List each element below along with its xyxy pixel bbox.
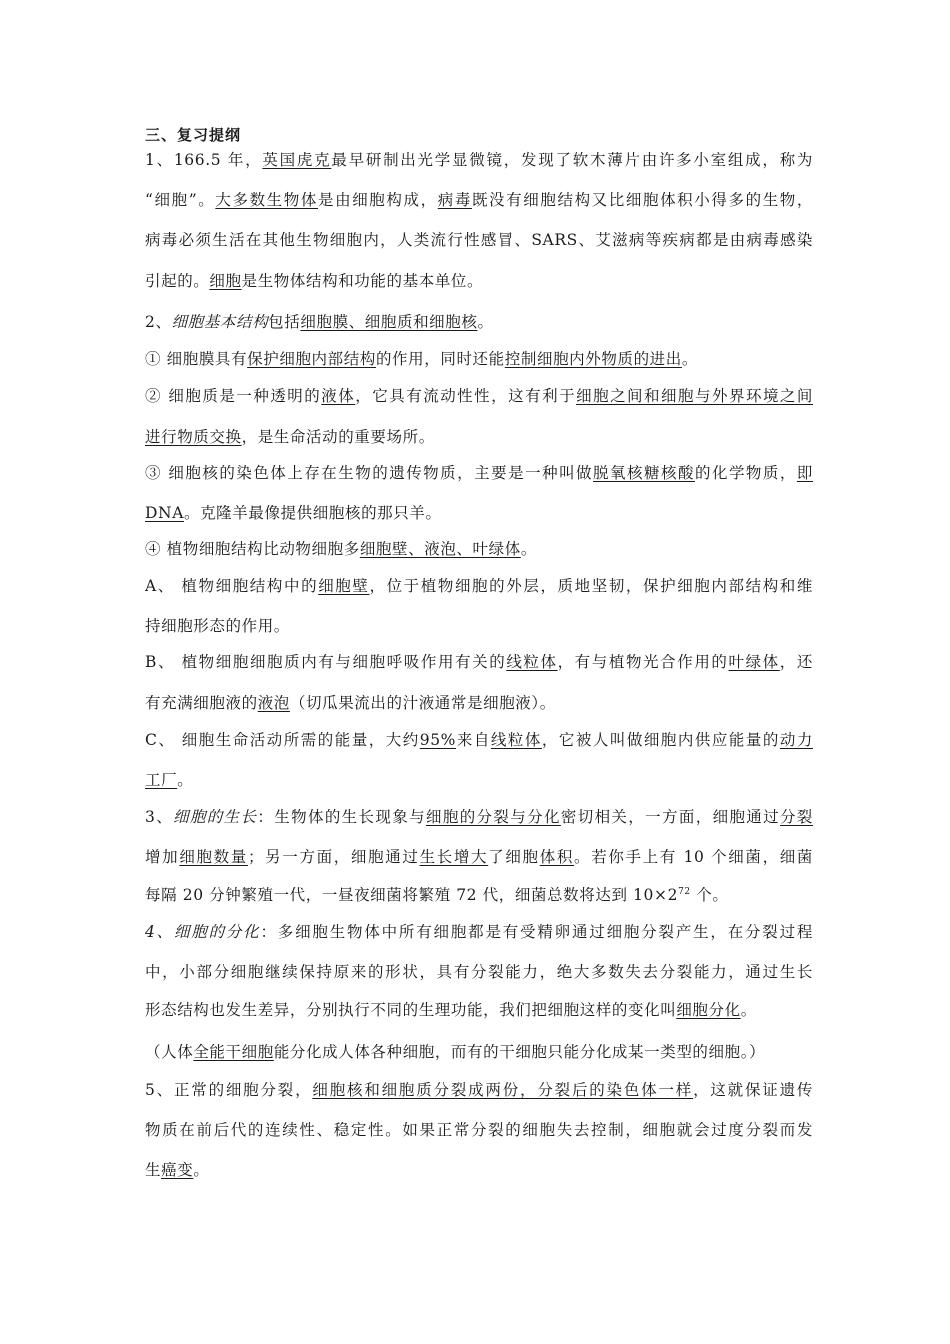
text-line xyxy=(145,845,813,869)
text-segment: 。克隆羊最像提供细胞核的那只羊。 xyxy=(183,504,442,522)
text-segment: 能分化成人体各种细胞，而有的干细胞只能分化成某一类型的细胞。） xyxy=(273,1043,766,1061)
text-line xyxy=(145,574,813,598)
text-line xyxy=(145,310,813,334)
underlined-term: 分裂 xyxy=(780,808,813,826)
underlined-term: 细胞的分裂与分化 xyxy=(425,808,561,826)
underlined-term: 全能干细胞 xyxy=(193,1043,274,1061)
text-line xyxy=(145,614,813,638)
text-segment: B、 植物细胞细胞质内有与细胞呼吸作用有关的 xyxy=(145,653,507,671)
text-segment: 。 xyxy=(520,540,537,558)
text-segment: 的作用，同时还能 xyxy=(375,350,505,368)
text-line xyxy=(145,347,813,371)
text-segment: ，有与植物光合作用的 xyxy=(557,653,729,671)
text-segment: 物质在前后代的连续性、稳定性。如果正常分裂的细胞失去控制，细胞就会过度分裂而发 xyxy=(145,1121,813,1139)
text-line xyxy=(145,998,813,1022)
text-segment: 。若你手上有 10 个细菌，细菌 xyxy=(574,848,813,866)
text-segment: ，位于植物细胞的外层，质地坚韧，保护细胞内部结构和维 xyxy=(369,577,813,595)
text-line xyxy=(145,269,813,293)
text-line xyxy=(145,768,813,792)
text-segment: 中，小部分细胞继续保持原来的形状，具有分裂能力，绝大多数失去分裂能力，通过生长 xyxy=(145,963,813,981)
text-segment: ，是生命活动的重要场所。 xyxy=(241,428,435,446)
text-segment: 。 xyxy=(193,1161,210,1179)
text-segment: 的化学物质， xyxy=(694,464,797,482)
text-segment: 既没有细胞结构又比细胞体积小得多的生物， xyxy=(471,191,813,209)
underlined-term: 英国虎克 xyxy=(262,151,332,169)
text-segment: 形态结构也发生差异，分别执行不同的生理功能，我们把细胞这样的变化叫 xyxy=(145,1001,677,1019)
underlined-term: 保护细胞内部结构 xyxy=(247,350,376,368)
section-heading: 三、复习提纲 xyxy=(145,126,242,144)
underlined-term: 线粒体 xyxy=(506,653,558,671)
text-segment: 。 xyxy=(681,350,698,368)
underlined-term: 95% xyxy=(419,731,457,749)
text-line xyxy=(145,425,813,449)
text-segment: 5、正常的细胞分裂， xyxy=(145,1081,313,1099)
text-segment: 密切相关，一方面，细胞通过 xyxy=(560,808,781,826)
text-line xyxy=(145,1158,813,1182)
text-segment: ① 细胞膜具有 xyxy=(145,350,248,368)
underlined-term: 癌变 xyxy=(161,1161,194,1179)
underlined-term: 生长增大 xyxy=(419,848,489,866)
text-line xyxy=(145,148,813,172)
underlined-term: 细胞数量 xyxy=(179,848,248,866)
text-line xyxy=(145,650,813,674)
text-segment: 增加 xyxy=(145,848,180,866)
underlined-term: 叶绿体 xyxy=(728,653,780,671)
text-segment: ② 细胞质是一种透明的 xyxy=(145,387,322,405)
text-segment: ，还 xyxy=(779,653,813,671)
text-line xyxy=(145,1078,813,1102)
text-segment: A、 植物细胞结构中的 xyxy=(145,577,319,595)
text-line xyxy=(145,1040,813,1064)
text-segment: 。 xyxy=(740,1001,757,1019)
underlined-term: 细胞核和细胞质分裂成两份，分裂后的染色体一样 xyxy=(312,1081,694,1099)
text-segment: 生 xyxy=(145,1161,162,1179)
text-line xyxy=(145,228,813,252)
text-segment: （切瓜果流出的汁液通常是细胞液）。 xyxy=(289,694,556,712)
text-segment: 持细胞形态的作用。 xyxy=(145,617,290,635)
underlined-term: 细胞壁 xyxy=(318,577,370,595)
text-segment: ，它被人叫做细胞内供应能量的 xyxy=(541,731,780,749)
text-segment: 每隔 20 分钟繁殖一代，一昼夜细菌将繁殖 72 代，细菌总数将达到 10×2 xyxy=(145,886,679,904)
text-segment: ：生物体的生长现象与 xyxy=(257,808,426,826)
text-line xyxy=(145,883,813,907)
text-line xyxy=(145,537,813,561)
text-segment: 病毒必须生活在其他生物细胞内，人类流行性感冒、SARS、艾滋病等疾病都是由病毒感染 xyxy=(145,231,813,249)
text-line xyxy=(145,920,813,944)
text-segment: （人体 xyxy=(145,1043,194,1061)
superscript: 72 xyxy=(678,886,691,897)
underlined-term: 工厂 xyxy=(145,771,178,789)
underlined-term: 大多数生物体 xyxy=(215,191,318,209)
underlined-term: 细胞之间和细胞与外界环境之间 xyxy=(576,387,813,405)
underlined-term: 细胞膜、细胞质和细胞核 xyxy=(300,313,478,331)
text-segment: 个。 xyxy=(690,886,729,904)
underlined-term: 体积 xyxy=(539,848,575,866)
text-segment: 引起的。 xyxy=(145,272,210,290)
text-segment: 来自 xyxy=(456,731,491,749)
text-line xyxy=(145,691,813,715)
text-segment: 。 xyxy=(477,313,494,331)
text-line xyxy=(145,960,813,984)
text-line xyxy=(145,461,813,485)
underlined-term: DNA xyxy=(145,504,184,522)
text-segment: 有充满细胞液的 xyxy=(145,694,258,712)
underlined-term: 控制细胞内外物质的进出 xyxy=(504,350,682,368)
text-segment: ：多细胞生物体中所有细胞都是有受精卵通过细胞分裂产生，在分裂过程 xyxy=(260,923,813,941)
text-segment: 包括 xyxy=(268,313,301,331)
text-segment: 了细胞 xyxy=(488,848,540,866)
text-segment: ；另一方面，细胞通过 xyxy=(247,848,420,866)
underlined-term: 进行物质交换 xyxy=(145,428,242,446)
text-line xyxy=(145,501,813,525)
text-segment: ，它具有流动性性，这有利于 xyxy=(355,387,577,405)
italic-term: 细胞基本结构 xyxy=(171,313,269,331)
underlined-term: 脱氧核糖核酸 xyxy=(593,464,695,482)
text-segment: ④ 植物细胞结构比动物细胞多 xyxy=(145,540,360,558)
italic-term: 细胞的生长 xyxy=(173,808,258,826)
underlined-term: 动力 xyxy=(779,731,813,749)
text-segment: 是生物体结构和功能的基本单位。 xyxy=(241,272,484,290)
text-segment: “细胞”。 xyxy=(145,191,216,209)
text-segment: ③ 细胞核的染色体上存在生物的遗传物质，主要是一种叫做 xyxy=(145,464,594,482)
underlined-term: 线粒体 xyxy=(490,731,542,749)
text-line xyxy=(145,805,813,829)
text-segment: 是由细胞构成， xyxy=(318,191,438,209)
underlined-term: 细胞分化 xyxy=(676,1001,741,1019)
text-line xyxy=(145,188,813,212)
text-line xyxy=(145,384,813,408)
underlined-term: 细胞壁、液泡、叶绿体 xyxy=(359,540,521,558)
underlined-term: 液泡 xyxy=(257,694,290,712)
underlined-term: 液体 xyxy=(321,387,356,405)
text-segment: 最早研制出光学显微镜，发现了软木薄片由许多小室组成，称为 xyxy=(331,151,813,169)
italic-term: 4、细胞的分化 xyxy=(145,923,261,941)
text-segment: 3、 xyxy=(145,808,174,826)
underlined-term: 细胞 xyxy=(209,272,242,290)
text-segment: 。 xyxy=(177,771,194,789)
underlined-term: 病毒 xyxy=(437,191,472,209)
text-line xyxy=(145,728,813,752)
text-segment: 2、 xyxy=(145,313,172,331)
text-segment: C、 细胞生命活动所需的能量，大约 xyxy=(145,731,420,749)
text-line xyxy=(145,1118,813,1142)
underlined-term: 即 xyxy=(796,464,813,482)
text-segment: 1、166.5 年， xyxy=(145,151,263,169)
text-segment: ，这就保证遗传 xyxy=(693,1081,813,1099)
